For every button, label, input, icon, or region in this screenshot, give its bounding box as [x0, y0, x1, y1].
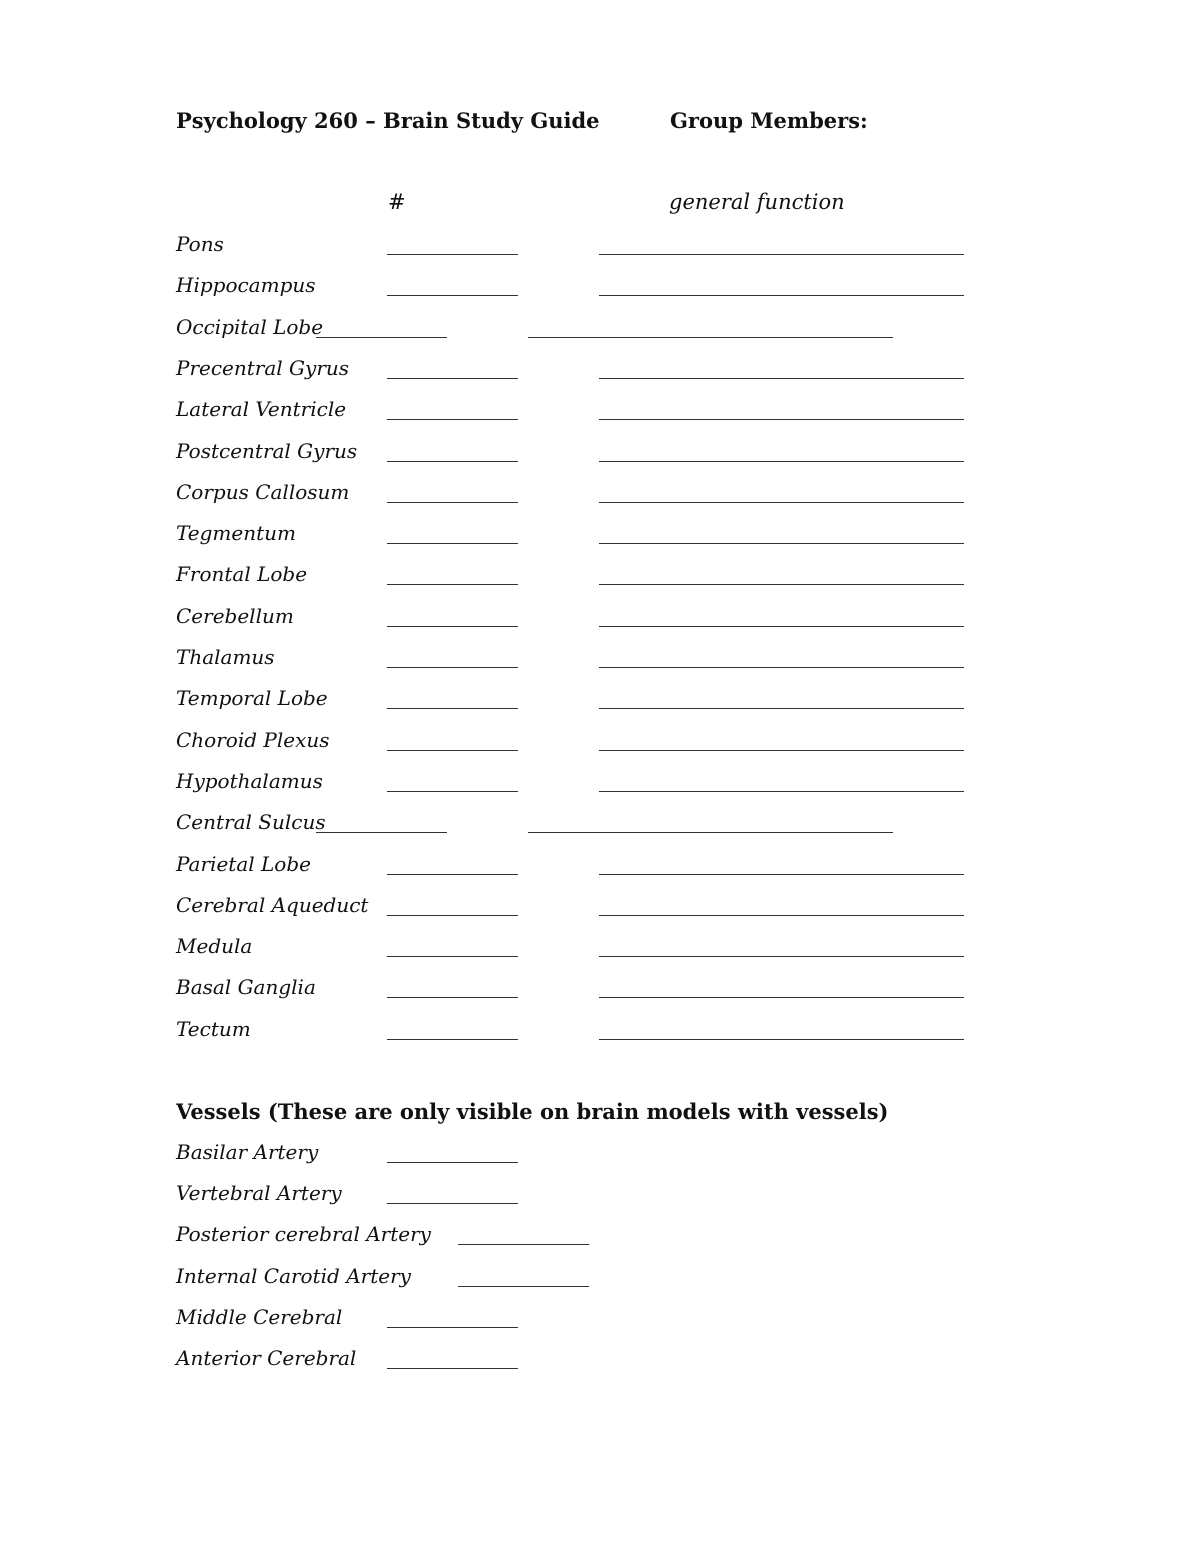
- number-blank-line[interactable]: [387, 584, 518, 585]
- number-blank-line[interactable]: [387, 1039, 518, 1040]
- function-blank-line[interactable]: [599, 667, 964, 668]
- function-blank-line[interactable]: [599, 874, 964, 875]
- structure-name: Lateral Ventricle: [176, 397, 347, 421]
- number-blank-line[interactable]: [387, 997, 518, 998]
- structure-name: Hypothalamus: [176, 769, 323, 793]
- function-blank-line[interactable]: [599, 584, 964, 585]
- number-blank-line[interactable]: [458, 1286, 589, 1287]
- number-blank-line[interactable]: [387, 1327, 518, 1328]
- structure-name: Choroid Plexus: [176, 728, 330, 752]
- structure-name: Tegmentum: [176, 521, 296, 545]
- function-blank-line[interactable]: [599, 254, 964, 255]
- vessel-name: Basilar Artery: [176, 1140, 319, 1164]
- structure-name: Parietal Lobe: [176, 852, 311, 876]
- structure-name: Medula: [176, 934, 253, 958]
- number-column-header: #: [388, 190, 406, 214]
- structure-name: Precentral Gyrus: [176, 356, 350, 380]
- structure-name: Pons: [176, 232, 224, 256]
- number-blank-line[interactable]: [387, 915, 518, 916]
- vessel-name: Internal Carotid Artery: [176, 1264, 411, 1288]
- structure-name: Basal Ganglia: [176, 975, 316, 999]
- number-blank-line[interactable]: [387, 667, 518, 668]
- function-blank-line[interactable]: [599, 502, 964, 503]
- number-blank-line[interactable]: [387, 1162, 518, 1163]
- number-blank-line[interactable]: [387, 708, 518, 709]
- vessel-name: Posterior cerebral Artery: [176, 1222, 431, 1246]
- number-blank-line[interactable]: [316, 832, 447, 833]
- number-blank-line[interactable]: [387, 1368, 518, 1369]
- vessel-name: Middle Cerebral: [176, 1305, 343, 1329]
- structure-name: Cerebral Aqueduct: [176, 893, 369, 917]
- function-blank-line[interactable]: [599, 626, 964, 627]
- structure-name: Frontal Lobe: [176, 562, 308, 586]
- number-blank-line[interactable]: [387, 295, 518, 296]
- function-blank-line[interactable]: [599, 378, 964, 379]
- number-blank-line[interactable]: [316, 337, 447, 338]
- vessel-name: Anterior Cerebral: [176, 1346, 357, 1370]
- function-column-header: general function: [669, 190, 845, 214]
- number-blank-line[interactable]: [387, 502, 518, 503]
- number-blank-line[interactable]: [387, 254, 518, 255]
- structure-name: Central Sulcus: [176, 810, 326, 834]
- number-blank-line[interactable]: [387, 378, 518, 379]
- function-blank-line[interactable]: [599, 543, 964, 544]
- number-blank-line[interactable]: [387, 626, 518, 627]
- number-blank-line[interactable]: [387, 791, 518, 792]
- function-blank-line[interactable]: [599, 956, 964, 957]
- number-blank-line[interactable]: [387, 543, 518, 544]
- function-blank-line[interactable]: [528, 832, 893, 833]
- structure-name: Hippocampus: [176, 273, 316, 297]
- number-blank-line[interactable]: [458, 1244, 589, 1245]
- function-blank-line[interactable]: [599, 461, 964, 462]
- function-blank-line[interactable]: [599, 419, 964, 420]
- structure-name: Corpus Callosum: [176, 480, 350, 504]
- function-blank-line[interactable]: [599, 1039, 964, 1040]
- structure-name: Cerebellum: [176, 604, 294, 628]
- number-blank-line[interactable]: [387, 874, 518, 875]
- number-blank-line[interactable]: [387, 419, 518, 420]
- function-blank-line[interactable]: [599, 750, 964, 751]
- number-blank-line[interactable]: [387, 461, 518, 462]
- function-blank-line[interactable]: [599, 708, 964, 709]
- function-blank-line[interactable]: [599, 791, 964, 792]
- structure-name: Thalamus: [176, 645, 275, 669]
- vessels-heading: Vessels (These are only visible on brain models with vessels): [176, 1099, 889, 1124]
- function-blank-line[interactable]: [599, 295, 964, 296]
- group-members-label: Group Members:: [670, 108, 868, 133]
- structure-name: Tectum: [176, 1017, 251, 1041]
- structure-name: Postcentral Gyrus: [176, 439, 358, 463]
- number-blank-line[interactable]: [387, 1203, 518, 1204]
- number-blank-line[interactable]: [387, 750, 518, 751]
- vessel-name: Vertebral Artery: [176, 1181, 342, 1205]
- number-blank-line[interactable]: [387, 956, 518, 957]
- structure-name: Occipital Lobe: [176, 315, 324, 339]
- page-title: Psychology 260 – Brain Study Guide: [176, 108, 600, 133]
- function-blank-line[interactable]: [599, 997, 964, 998]
- function-blank-line[interactable]: [599, 915, 964, 916]
- function-blank-line[interactable]: [528, 337, 893, 338]
- structure-name: Temporal Lobe: [176, 686, 328, 710]
